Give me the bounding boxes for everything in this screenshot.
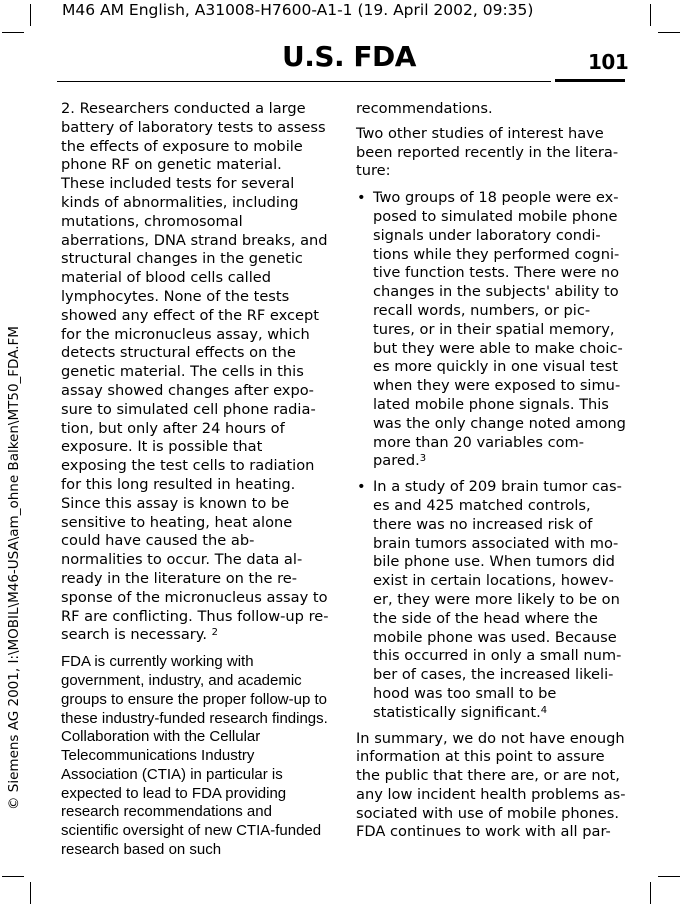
document-meta-header: M46 AM English, A31008-H7600-A1-1 (19. April 2002, 09:35)	[62, 1, 534, 19]
page-title: U.S. FDA	[282, 40, 416, 73]
paragraph-text: 2. Researchers conducted a large battery of laboratory tests to assess the effects of exposure to mobile phone RF on genetic material. These included tests for several kinds of abnormalities, including mutations, chromosomal aberrations, DNA strand breaks, and structural changes in the genetic material of blood cells called lymphocytes. None of the tests showed any effect of the RF except for the micronucleus assay, which detects structural effects on the genetic material. The cells in this assay showed changes after exposure to simulated cell phone radiation, but only after 24 hours of exposure. It is possible that exposing the test cells to radiation for this long resulted in heating. Since this assay is known to be sensitive to heating, heat alone could have caused the abnormalities to occur. The data already in the literature on the response of the micronucleus assay to RF are conflicting. Thus follow-up research is necessary.	[61, 100, 329, 644]
crop-mark	[2, 32, 24, 33]
list-item-text: In a study of 209 brain tumor cases and 425 matched controls, there was no increased risk of brain tumors associated with mobile phone use. When tumors did exist in certain locations, however, they were more likely to be on the side of the head where the mobile phone was used. Because this occurred in only a small number of cases, the increased likelihood was too small to be statistically significant.	[373, 478, 622, 721]
footnote-ref: 3	[419, 453, 427, 465]
right-column	[356, 100, 626, 850]
left-column	[61, 100, 329, 860]
crop-mark	[650, 882, 651, 904]
bullet-icon: •	[357, 189, 366, 207]
bullet-icon: •	[357, 478, 366, 496]
footnote-ref: 4	[540, 704, 548, 716]
page-number-rule	[555, 79, 625, 82]
list-item	[356, 189, 626, 471]
crop-mark	[2, 876, 24, 877]
list-item	[356, 478, 626, 722]
summary-paragraph: In summary, we do not have enough information at this point to assure the public that there are, or are not, any low incident health problems associated with use of mobile phones. FDA continues to work with all par-	[356, 729, 626, 841]
intro-paragraph: Two other studies of interest have been reported recently in the literature:	[356, 124, 619, 180]
crop-mark	[30, 882, 31, 904]
crop-mark	[658, 32, 680, 33]
research-paragraph	[61, 100, 329, 645]
continuation-paragraph: recommendations.	[356, 100, 493, 117]
list-item-text: Two groups of 18 people were exposed to simulated mobile phone signals under laboratory conditions while they performed cognitive function tests. There were no changes in the subjects' ability to recall words, numbers, or pictures, or in their spatial memory, but they were able to make choices more quickly in one visual test when they were exposed to simulated mobile phone signals. This was the only change noted among more than 20 variables compared.	[373, 189, 626, 470]
copyright-file-path: © Siemens AG 2001, I:\MOBIL\M46-USA\am_ohne Balken\MT50_FDA.FM	[6, 326, 22, 810]
footnote-ref: 2	[211, 627, 219, 639]
header-rule	[57, 81, 551, 82]
studies-list	[356, 189, 626, 722]
crop-mark	[650, 4, 651, 26]
fda-collaboration-paragraph: FDA is currently working with government, industry, and academic groups to ensure the proper follow-up to these industry-funded research findings. Collaboration with the Cellular Telecommunications Industry Association (CTIA) in particular is expected to lead to FDA providing research recommendations and scientific oversight of new CTIA-funded research based on such	[61, 653, 328, 859]
crop-mark	[658, 876, 680, 877]
page-number: 101	[588, 50, 629, 74]
crop-mark	[30, 4, 31, 26]
